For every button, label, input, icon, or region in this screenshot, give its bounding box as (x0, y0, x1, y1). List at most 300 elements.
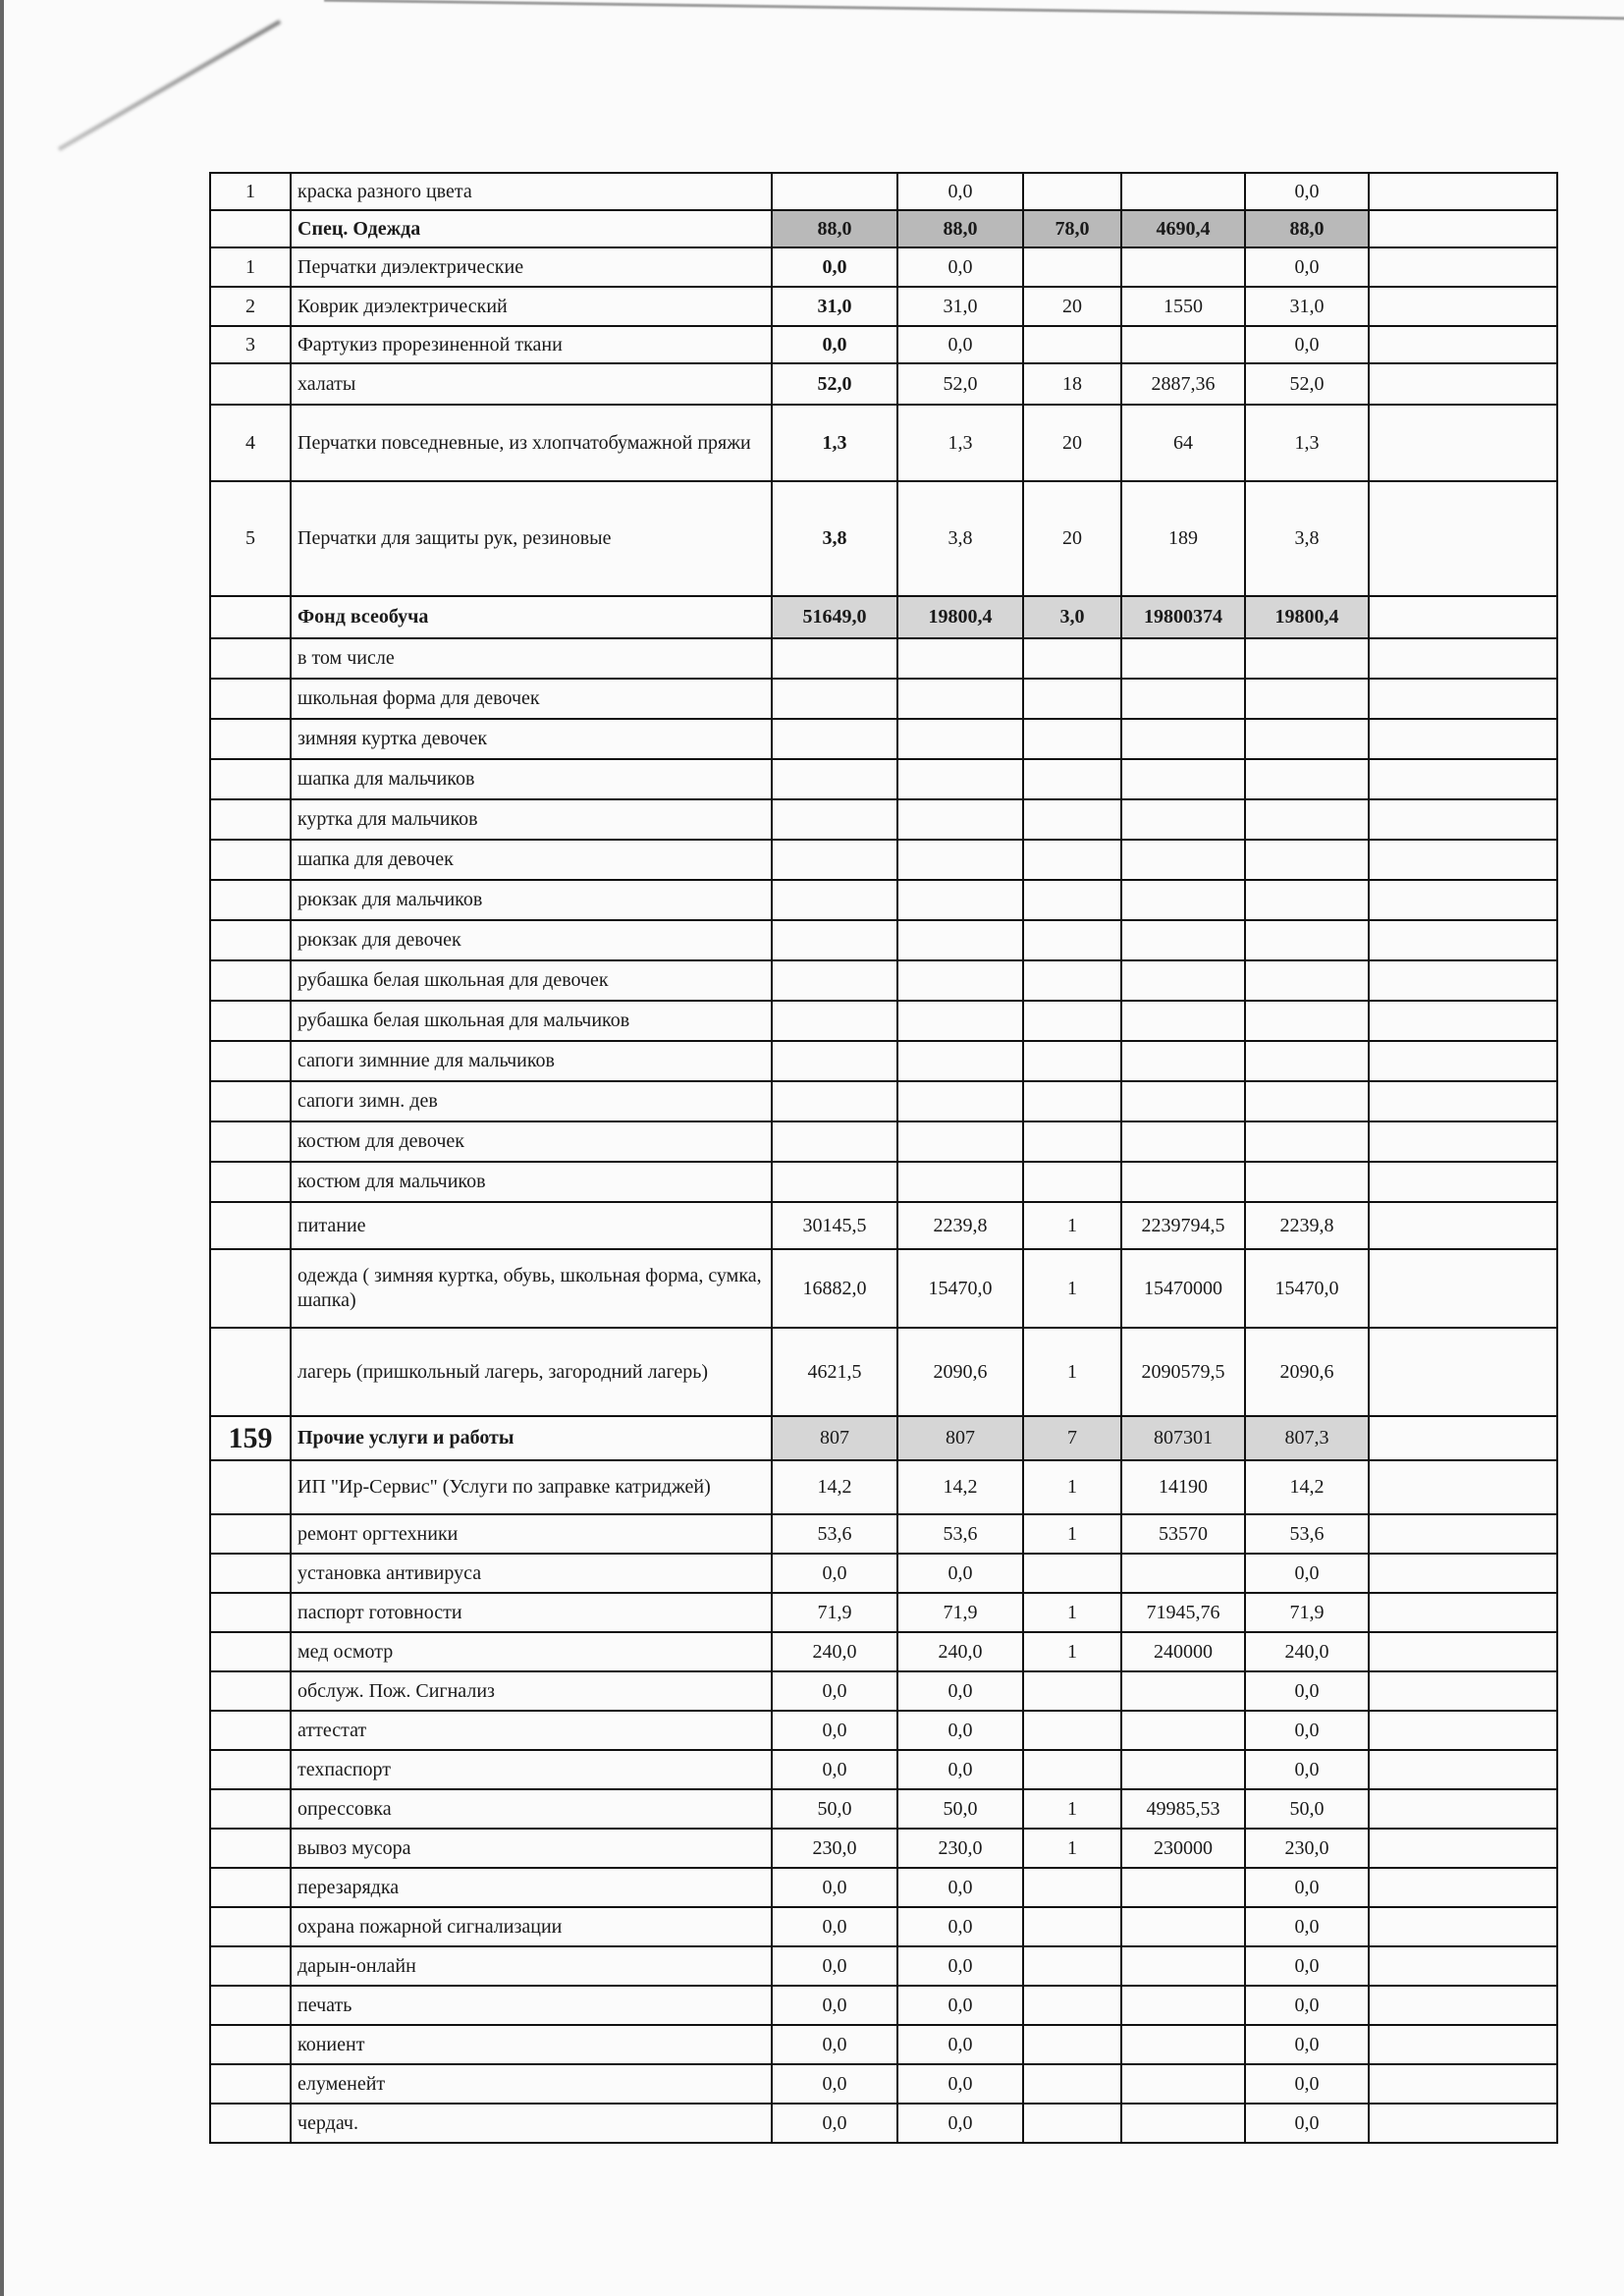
value-col-1: 4621,5 (772, 1328, 897, 1416)
empty-col (1369, 1829, 1557, 1868)
value-col-3 (1023, 326, 1121, 363)
value-col-5 (1245, 1081, 1369, 1121)
row-number: 4 (210, 405, 291, 481)
row-number: 3 (210, 326, 291, 363)
empty-col (1369, 247, 1557, 287)
value-col-3 (1023, 173, 1121, 210)
value-col-4: 53570 (1121, 1514, 1245, 1554)
value-col-2 (897, 1162, 1023, 1202)
table-row (210, 210, 1557, 247)
value-col-5 (1245, 960, 1369, 1001)
value-col-2: 1,3 (897, 405, 1023, 481)
value-col-3 (1023, 1907, 1121, 1946)
value-col-4 (1121, 1711, 1245, 1750)
empty-col (1369, 1711, 1557, 1750)
value-col-5: 0,0 (1245, 1711, 1369, 1750)
value-col-4: 1550 (1121, 287, 1245, 326)
value-col-2: 2090,6 (897, 1328, 1023, 1416)
table-row (210, 1593, 1557, 1632)
value-col-5 (1245, 880, 1369, 920)
value-col-1: 0,0 (772, 326, 897, 363)
value-col-5: 3,8 (1245, 481, 1369, 596)
table-row (210, 173, 1557, 210)
item-name: шапка для девочек (291, 840, 772, 880)
value-col-5: 0,0 (1245, 173, 1369, 210)
value-col-5: 0,0 (1245, 1868, 1369, 1907)
item-name: питание (291, 1202, 772, 1249)
empty-col (1369, 1907, 1557, 1946)
value-col-3 (1023, 1711, 1121, 1750)
item-name: Фонд всеобуча (291, 596, 772, 638)
empty-col (1369, 2064, 1557, 2104)
value-col-2 (897, 638, 1023, 679)
value-col-4 (1121, 326, 1245, 363)
empty-col (1369, 1162, 1557, 1202)
value-col-1 (772, 1041, 897, 1081)
value-col-2 (897, 1001, 1023, 1041)
value-col-1 (772, 880, 897, 920)
row-number (210, 719, 291, 759)
value-col-4 (1121, 679, 1245, 719)
empty-col (1369, 1593, 1557, 1632)
scan-left-edge (0, 0, 4, 2296)
empty-col (1369, 1514, 1557, 1554)
empty-col (1369, 1416, 1557, 1460)
value-col-3 (1023, 247, 1121, 287)
empty-col (1369, 1328, 1557, 1416)
empty-col (1369, 1202, 1557, 1249)
value-col-5: 0,0 (1245, 1986, 1369, 2025)
table-row (210, 799, 1557, 840)
empty-col (1369, 2104, 1557, 2143)
value-col-2: 0,0 (897, 1986, 1023, 2025)
value-col-2: 0,0 (897, 1868, 1023, 1907)
value-col-1: 51649,0 (772, 596, 897, 638)
table-row (210, 481, 1557, 596)
row-number (210, 1986, 291, 2025)
value-col-1: 14,2 (772, 1460, 897, 1514)
value-col-5 (1245, 1001, 1369, 1041)
value-col-4 (1121, 920, 1245, 960)
value-col-2: 50,0 (897, 1789, 1023, 1829)
value-col-4 (1121, 173, 1245, 210)
table-row (210, 247, 1557, 287)
row-number (210, 1789, 291, 1829)
value-col-5: 0,0 (1245, 1750, 1369, 1789)
row-number (210, 1202, 291, 1249)
value-col-2: 0,0 (897, 247, 1023, 287)
value-col-3 (1023, 1946, 1121, 1986)
value-col-4: 49985,53 (1121, 1789, 1245, 1829)
item-name: чердач. (291, 2104, 772, 2143)
value-col-2 (897, 840, 1023, 880)
item-name: опрессовка (291, 1789, 772, 1829)
value-col-2: 0,0 (897, 1671, 1023, 1711)
value-col-2: 0,0 (897, 326, 1023, 363)
value-col-2: 0,0 (897, 173, 1023, 210)
row-number (210, 1750, 291, 1789)
empty-col (1369, 1946, 1557, 1986)
value-col-4 (1121, 1554, 1245, 1593)
value-col-1 (772, 1121, 897, 1162)
row-number (210, 1121, 291, 1162)
value-col-5: 0,0 (1245, 2025, 1369, 2064)
value-col-2 (897, 759, 1023, 799)
value-col-2: 53,6 (897, 1514, 1023, 1554)
value-col-2: 0,0 (897, 1711, 1023, 1750)
value-col-1: 52,0 (772, 363, 897, 405)
value-col-5: 0,0 (1245, 247, 1369, 287)
row-number (210, 363, 291, 405)
value-col-1 (772, 1001, 897, 1041)
value-col-1: 0,0 (772, 1946, 897, 1986)
table-row (210, 326, 1557, 363)
empty-col (1369, 1750, 1557, 1789)
row-number (210, 596, 291, 638)
value-col-3 (1023, 1671, 1121, 1711)
value-col-1: 16882,0 (772, 1249, 897, 1328)
value-col-2 (897, 799, 1023, 840)
value-col-1 (772, 799, 897, 840)
value-col-2: 3,8 (897, 481, 1023, 596)
value-col-4: 15470000 (1121, 1249, 1245, 1328)
table-row (210, 920, 1557, 960)
value-col-2: 31,0 (897, 287, 1023, 326)
value-col-2: 15470,0 (897, 1249, 1023, 1328)
row-number (210, 799, 291, 840)
value-col-5: 0,0 (1245, 326, 1369, 363)
value-col-3: 3,0 (1023, 596, 1121, 638)
value-col-4 (1121, 799, 1245, 840)
value-col-3 (1023, 2104, 1121, 2143)
value-col-4 (1121, 2064, 1245, 2104)
value-col-1 (772, 1162, 897, 1202)
item-name: Фартукиз прорезиненной ткани (291, 326, 772, 363)
value-col-4 (1121, 247, 1245, 287)
value-col-2: 0,0 (897, 1750, 1023, 1789)
value-col-2 (897, 1121, 1023, 1162)
value-col-5: 52,0 (1245, 363, 1369, 405)
item-name: рюкзак для мальчиков (291, 880, 772, 920)
row-number (210, 880, 291, 920)
value-col-5: 2239,8 (1245, 1202, 1369, 1249)
empty-col (1369, 1632, 1557, 1671)
value-col-3: 18 (1023, 363, 1121, 405)
item-name: обслуж. Пож. Сигнализ (291, 1671, 772, 1711)
value-col-5: 19800,4 (1245, 596, 1369, 638)
value-col-1 (772, 920, 897, 960)
value-col-5: 230,0 (1245, 1829, 1369, 1868)
value-col-2: 14,2 (897, 1460, 1023, 1514)
value-col-3: 78,0 (1023, 210, 1121, 247)
row-number (210, 920, 291, 960)
value-col-2 (897, 880, 1023, 920)
value-col-2: 88,0 (897, 210, 1023, 247)
value-col-3 (1023, 2064, 1121, 2104)
value-col-3 (1023, 799, 1121, 840)
value-col-1: 0,0 (772, 1868, 897, 1907)
item-name: перезарядка (291, 1868, 772, 1907)
value-col-3: 1 (1023, 1514, 1121, 1554)
value-col-2: 0,0 (897, 1946, 1023, 1986)
row-number: 1 (210, 173, 291, 210)
value-col-4 (1121, 1868, 1245, 1907)
value-col-4 (1121, 1750, 1245, 1789)
row-number (210, 1907, 291, 1946)
value-col-5 (1245, 719, 1369, 759)
value-col-3 (1023, 840, 1121, 880)
value-col-1: 0,0 (772, 2025, 897, 2064)
value-col-2 (897, 1041, 1023, 1081)
table-row (210, 1162, 1557, 1202)
item-name: Перчатки диэлектрические (291, 247, 772, 287)
table-row (210, 1750, 1557, 1789)
value-col-3 (1023, 1081, 1121, 1121)
item-name: паспорт готовности (291, 1593, 772, 1632)
value-col-2 (897, 679, 1023, 719)
row-number (210, 1162, 291, 1202)
empty-col (1369, 759, 1557, 799)
value-col-2: 71,9 (897, 1593, 1023, 1632)
row-number (210, 1711, 291, 1750)
value-col-3: 20 (1023, 287, 1121, 326)
value-col-4 (1121, 880, 1245, 920)
item-name: сапоги зимнние для мальчиков (291, 1041, 772, 1081)
table-row (210, 405, 1557, 481)
row-number (210, 1554, 291, 1593)
empty-col (1369, 1868, 1557, 1907)
value-col-1 (772, 1081, 897, 1121)
table-row (210, 840, 1557, 880)
value-col-4 (1121, 1986, 1245, 2025)
item-name: вывоз мусора (291, 1829, 772, 1868)
row-number (210, 1081, 291, 1121)
empty-col (1369, 799, 1557, 840)
item-name: Перчатки для защиты рук, резиновые (291, 481, 772, 596)
value-col-1: 31,0 (772, 287, 897, 326)
value-col-1: 0,0 (772, 1554, 897, 1593)
value-col-5: 1,3 (1245, 405, 1369, 481)
value-col-3 (1023, 679, 1121, 719)
value-col-3 (1023, 638, 1121, 679)
empty-col (1369, 2025, 1557, 2064)
row-number (210, 1671, 291, 1711)
table-row (210, 1001, 1557, 1041)
empty-col (1369, 596, 1557, 638)
value-col-1: 230,0 (772, 1829, 897, 1868)
item-name: лагерь (пришкольный лагерь, загородний лагерь) (291, 1328, 772, 1416)
table-row (210, 1121, 1557, 1162)
value-col-2: 240,0 (897, 1632, 1023, 1671)
value-col-5: 0,0 (1245, 1554, 1369, 1593)
value-col-5: 240,0 (1245, 1632, 1369, 1671)
budget-table (209, 172, 1558, 2144)
item-name: в том числе (291, 638, 772, 679)
value-col-3: 1 (1023, 1249, 1121, 1328)
table-row (210, 363, 1557, 405)
row-number (210, 960, 291, 1001)
table-row (210, 287, 1557, 326)
table-row (210, 1460, 1557, 1514)
value-col-1 (772, 719, 897, 759)
value-col-3: 1 (1023, 1202, 1121, 1249)
table-row (210, 2064, 1557, 2104)
value-col-5 (1245, 679, 1369, 719)
row-number (210, 638, 291, 679)
table-row (210, 679, 1557, 719)
item-name: ремонт оргтехники (291, 1514, 772, 1554)
row-number: 2 (210, 287, 291, 326)
value-col-3: 1 (1023, 1328, 1121, 1416)
empty-col (1369, 1986, 1557, 2025)
row-number: 5 (210, 481, 291, 596)
item-name: одежда ( зимняя куртка, обувь, школьная форма, сумка, шапка) (291, 1249, 772, 1328)
value-col-3 (1023, 1868, 1121, 1907)
value-col-1: 88,0 (772, 210, 897, 247)
scan-top-edge (324, 0, 1624, 20)
row-number: 159 (210, 1416, 291, 1460)
item-name: школьная форма для девочек (291, 679, 772, 719)
empty-col (1369, 1041, 1557, 1081)
table-row (210, 1554, 1557, 1593)
table-row (210, 1946, 1557, 1986)
row-number (210, 1868, 291, 1907)
value-col-2: 0,0 (897, 1907, 1023, 1946)
value-col-2: 230,0 (897, 1829, 1023, 1868)
value-col-4: 4690,4 (1121, 210, 1245, 247)
value-col-2: 0,0 (897, 1554, 1023, 1593)
row-number (210, 1001, 291, 1041)
value-col-1: 53,6 (772, 1514, 897, 1554)
table-row (210, 880, 1557, 920)
table-row (210, 960, 1557, 1001)
item-name: установка антивируса (291, 1554, 772, 1593)
value-col-1: 50,0 (772, 1789, 897, 1829)
row-number (210, 1946, 291, 1986)
table-row (210, 2025, 1557, 2064)
row-number (210, 1460, 291, 1514)
value-col-3 (1023, 920, 1121, 960)
table-row (210, 1907, 1557, 1946)
value-col-2: 19800,4 (897, 596, 1023, 638)
item-name: мед осмотр (291, 1632, 772, 1671)
row-number (210, 679, 291, 719)
item-name: Прочие услуги и работы (291, 1416, 772, 1460)
value-col-4 (1121, 1162, 1245, 1202)
table-row (210, 759, 1557, 799)
value-col-4: 2887,36 (1121, 363, 1245, 405)
row-number (210, 2064, 291, 2104)
value-col-1: 0,0 (772, 2064, 897, 2104)
value-col-4 (1121, 1121, 1245, 1162)
table-row (210, 1789, 1557, 1829)
empty-col (1369, 481, 1557, 596)
row-number (210, 1041, 291, 1081)
value-col-1: 71,9 (772, 1593, 897, 1632)
value-col-5: 53,6 (1245, 1514, 1369, 1554)
value-col-1: 0,0 (772, 1750, 897, 1789)
table-row (210, 1711, 1557, 1750)
value-col-3: 7 (1023, 1416, 1121, 1460)
value-col-1: 0,0 (772, 1907, 897, 1946)
value-col-5: 88,0 (1245, 210, 1369, 247)
value-col-5 (1245, 799, 1369, 840)
value-col-3 (1023, 1986, 1121, 2025)
empty-col (1369, 1460, 1557, 1514)
row-number (210, 2025, 291, 2064)
empty-col (1369, 679, 1557, 719)
empty-col (1369, 210, 1557, 247)
value-col-3: 1 (1023, 1632, 1121, 1671)
value-col-4: 64 (1121, 405, 1245, 481)
value-col-2 (897, 719, 1023, 759)
value-col-3 (1023, 1121, 1121, 1162)
item-name: костюм для девочек (291, 1121, 772, 1162)
value-col-2: 52,0 (897, 363, 1023, 405)
value-col-1 (772, 679, 897, 719)
table-row (210, 719, 1557, 759)
item-name: Коврик диэлектрический (291, 287, 772, 326)
value-col-1: 1,3 (772, 405, 897, 481)
row-number (210, 759, 291, 799)
item-name: краска разного цвета (291, 173, 772, 210)
value-col-2: 0,0 (897, 2104, 1023, 2143)
value-col-4 (1121, 960, 1245, 1001)
value-col-4: 189 (1121, 481, 1245, 596)
empty-col (1369, 920, 1557, 960)
value-col-1: 240,0 (772, 1632, 897, 1671)
empty-col (1369, 960, 1557, 1001)
value-col-1: 3,8 (772, 481, 897, 596)
value-col-5: 807,3 (1245, 1416, 1369, 1460)
row-number (210, 840, 291, 880)
value-col-1: 807 (772, 1416, 897, 1460)
table-row (210, 1249, 1557, 1328)
value-col-5: 15470,0 (1245, 1249, 1369, 1328)
empty-col (1369, 363, 1557, 405)
value-col-3 (1023, 2025, 1121, 2064)
item-name: сапоги зимн. дев (291, 1081, 772, 1121)
row-number (210, 1632, 291, 1671)
table-row (210, 1632, 1557, 1671)
value-col-4: 240000 (1121, 1632, 1245, 1671)
value-col-5: 0,0 (1245, 1671, 1369, 1711)
value-col-1 (772, 960, 897, 1001)
item-name: рубашка белая школьная для девочек (291, 960, 772, 1001)
paper-fold-mark (58, 20, 281, 150)
item-name: костюм для мальчиков (291, 1162, 772, 1202)
empty-col (1369, 1121, 1557, 1162)
value-col-2 (897, 1081, 1023, 1121)
item-name: аттестат (291, 1711, 772, 1750)
value-col-3: 20 (1023, 481, 1121, 596)
value-col-4: 230000 (1121, 1829, 1245, 1868)
value-col-5 (1245, 638, 1369, 679)
table-row (210, 596, 1557, 638)
value-col-4: 2090579,5 (1121, 1328, 1245, 1416)
value-col-3 (1023, 1554, 1121, 1593)
value-col-1: 0,0 (772, 1671, 897, 1711)
table-row (210, 1868, 1557, 1907)
row-number (210, 1249, 291, 1328)
item-name: шапка для мальчиков (291, 759, 772, 799)
item-name: кониент (291, 2025, 772, 2064)
empty-col (1369, 1081, 1557, 1121)
value-col-1 (772, 173, 897, 210)
row-number (210, 1328, 291, 1416)
value-col-4: 71945,76 (1121, 1593, 1245, 1632)
value-col-3 (1023, 759, 1121, 799)
